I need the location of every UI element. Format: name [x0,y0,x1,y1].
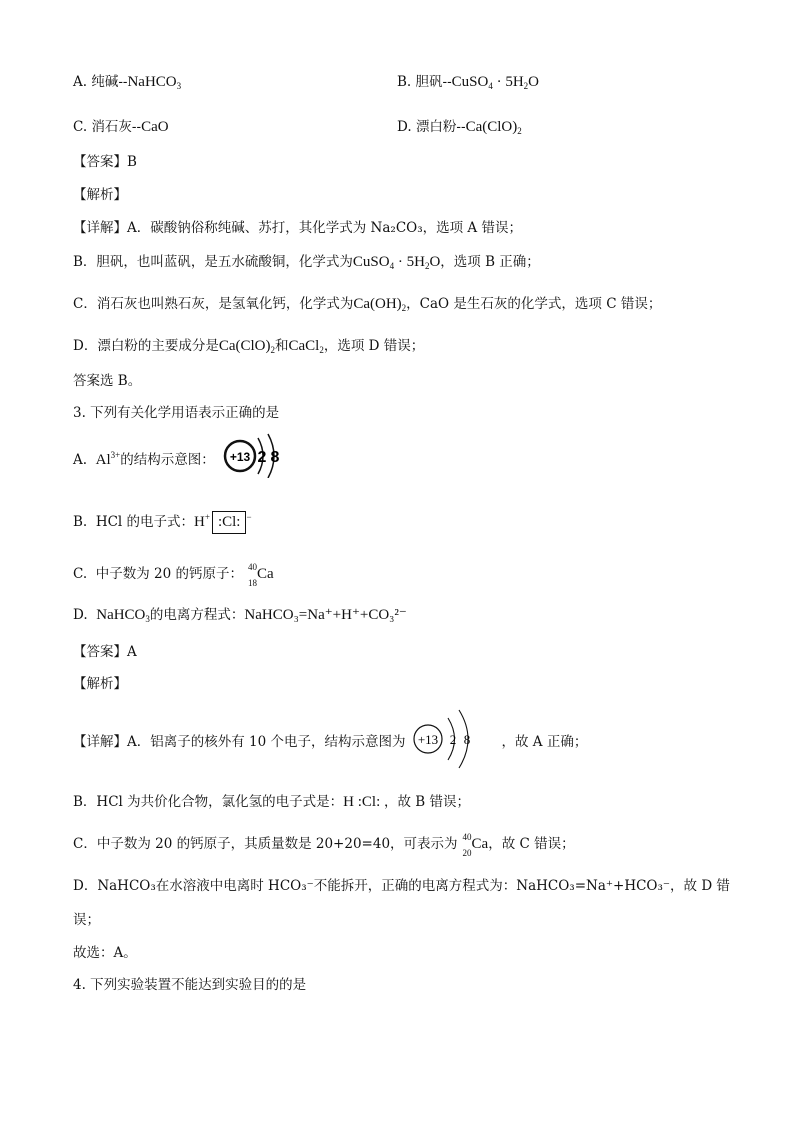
q2-option-a: A. 纯碱--NaHCO$_3$ [73,74,182,91]
q2-option-d: D. 漂白粉$--Ca(ClO)_2$ [397,119,522,136]
svg-text:2: 2 [449,732,457,747]
q2-analysis-heading: 【解析】 [73,187,127,203]
al-ion-structure-diagram-detail [411,706,503,772]
q3-stem: 3. 下列有关化学用语表示正确的是 [73,405,280,421]
q3-conclusion: 故选：A。 [73,945,137,961]
q3-option-c: C. 中子数为 20 的钙原子： 40 18 Ca [73,561,274,588]
svg-text:8: 8 [270,449,280,466]
q2-detail-a: 【详解】A．碳酸钠俗称纯碱、苏打，其化学式为 Na₂CO₃，选项 A 错误； [73,220,522,236]
cl-bracket: :Cl: [212,511,247,534]
q3-analysis-heading: 【解析】 [73,676,127,692]
q3-detail-d-cont: 误； [73,912,100,928]
q3-option-b: B. HCl 的电子式：H+ :Cl: − [73,510,252,534]
q3-answer: 【答案】A [73,644,137,660]
q3-detail-a: 【详解】A．铝离子的核外有 10 个电子，结构示意图为 ，故 A 正确； [73,734,588,750]
svg-text:2: 2 [257,449,267,466]
svg-text:+13: +13 [229,450,251,464]
al-ion-structure-diagram [222,432,284,478]
q2-option-c: C. 消石灰--CaO [73,119,169,135]
q3-detail-c: C．中子数为 20 的钙原子，其质量数是 20+20=40，可表示为 40 20 Ca，故 C 错误； [73,831,575,858]
svg-text:8: 8 [463,732,471,747]
q2-detail-b: B．胆矾，也叫蓝矾，是五水硫酸铜，化学式为CuSO$_4$ · $5H_2O$，选项 B 正确； [73,254,540,271]
q3-detail-d: D．NaHCO₃在水溶液中电离时 HCO₃⁻不能拆开，正确的电离方程式为：NaHCO₃=Na⁺+HCO₃⁻，故 D 错 [73,878,730,894]
q2-answer: 【答案】B [73,154,137,170]
q3-detail-b: B．HCl 为共价化合物，氯化氢的电子式是：H :Cl: ，故 B 错误； [73,794,470,810]
q3-option-a: A. $Al^{3+}$的结构示意图： [73,450,215,468]
q3-option-d: D. NaHCO$_3$的电离方程式：NaHCO₃=Na⁺+H⁺+CO₃²⁻ [73,607,407,624]
q4-stem: 4. 下列实验装置不能达到实验目的的是 [73,977,307,993]
q2-detail-c: C．消石灰也叫熟石灰，是氢氧化钙，化学式为$Ca(OH)_2$，CaO 是生石灰的化学式，选项 C 错误； [73,296,662,313]
q2-conclusion: 答案选 B。 [73,373,142,389]
q2-option-b: B. 胆矾--CuSO$_4$ · $5H_2O$ [397,74,540,91]
q2-detail-d: D．漂白粉的主要成分是$Ca(ClO)_2$和CaCl$_2$，选项 D 错误； [73,338,425,355]
svg-text:+13: +13 [417,732,439,747]
